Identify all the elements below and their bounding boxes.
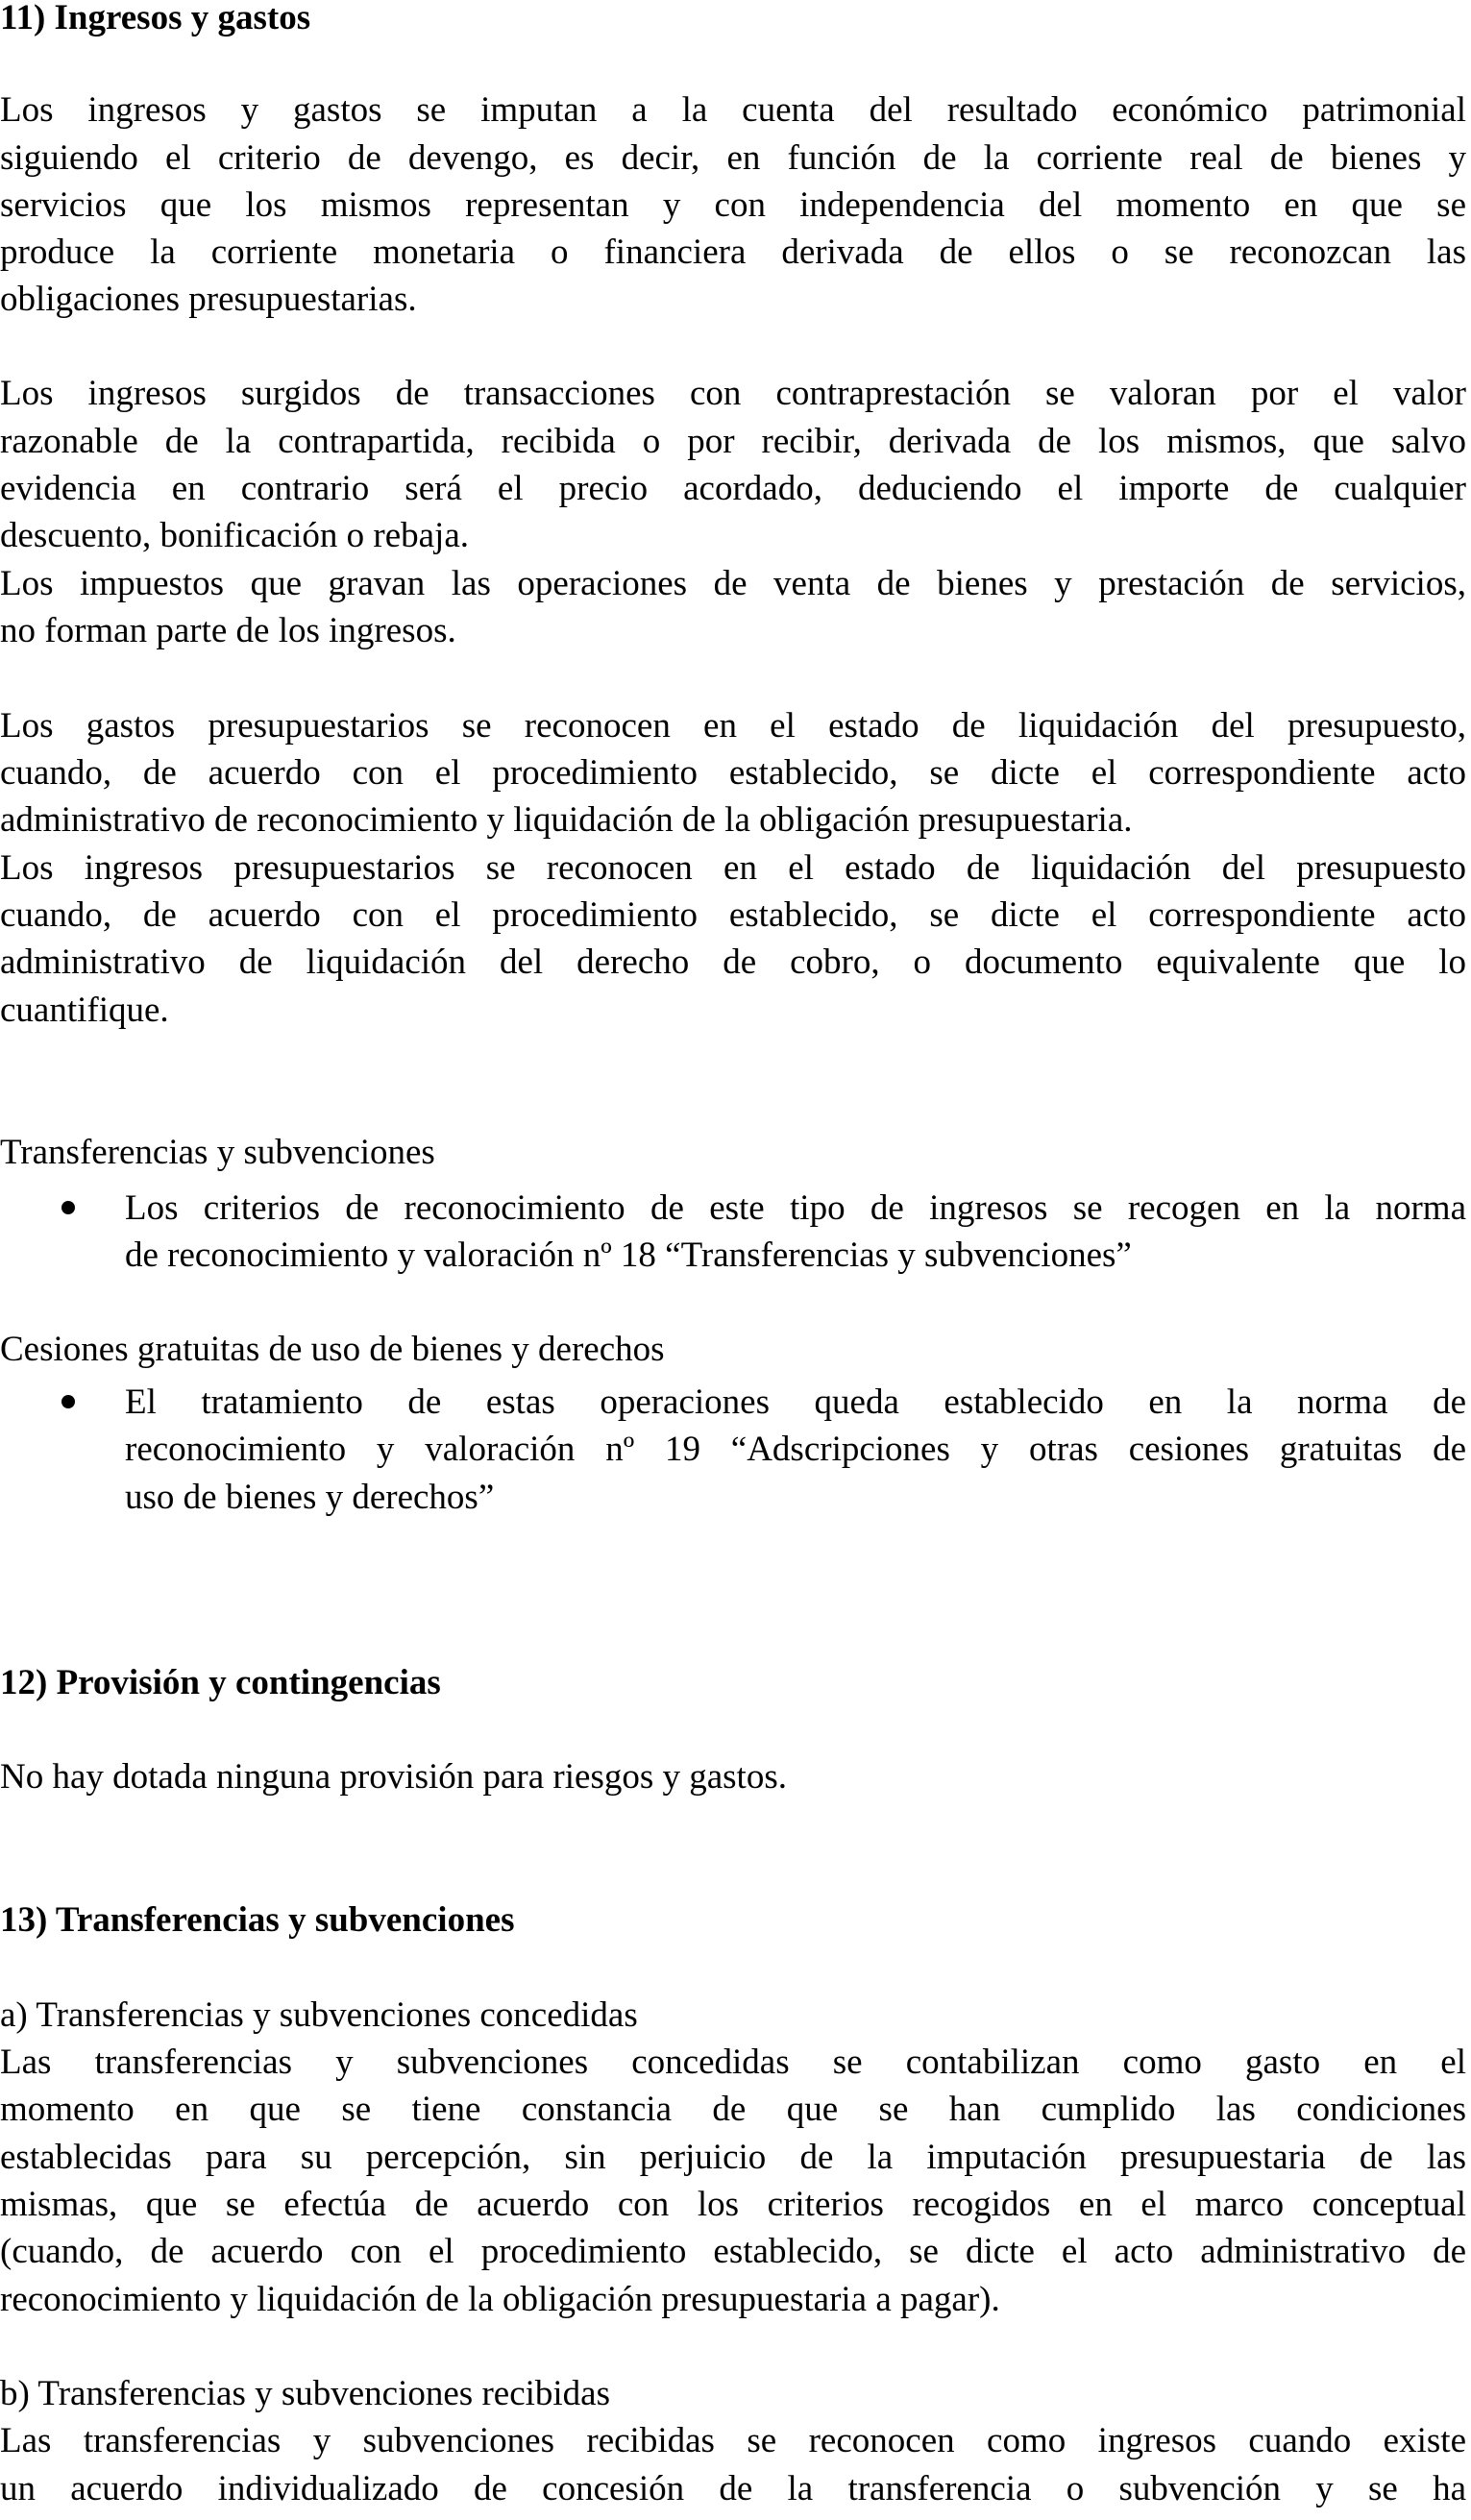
text-line: descuento, bonificación o rebaja. xyxy=(0,516,469,555)
provision-text: No hay dotada ninguna provisión para riesgos y gastos. xyxy=(0,1757,787,1797)
section-12-title: 12) Provisión y contingencias xyxy=(0,1663,441,1702)
section-11-title: 11) Ingresos y gastos xyxy=(0,0,311,37)
subsection-cesiones-title: Cesiones gratuitas de uso de bienes y derechos xyxy=(0,1330,665,1369)
subsection-b-title: b) Transferencias y subvenciones recibidas xyxy=(0,2374,610,2413)
text-line: Los ingresos y gastos se imputan a la cuenta del resultado económico patrimonial xyxy=(0,90,1466,130)
text-line: administrativo de reconocimiento y liquidación de la obligación presupuestaria. xyxy=(0,800,1133,840)
text-line: Las transferencias y subvenciones recibidas se reconocen como ingresos cuando existe xyxy=(0,2421,1466,2460)
text-line: un acuerdo individualizado de concesión de la transferencia o subvención y se ha xyxy=(0,2469,1466,2508)
text-line: Las transferencias y subvenciones concedidas se contabilizan como gasto en el xyxy=(0,2043,1466,2082)
bullet-icon xyxy=(61,1395,75,1408)
text-line: (cuando, de acuerdo con el procedimiento establecido, se dicte el acto administrativo de xyxy=(0,2232,1466,2271)
text-line: produce la corriente monetaria o financiera derivada de ellos o se reconozcan las xyxy=(0,232,1466,272)
subsection-transferencias-title: Transferencias y subvenciones xyxy=(0,1133,435,1172)
text-line: uso de bienes y derechos” xyxy=(125,1478,495,1517)
text-line: Los gastos presupuestarios se reconocen en el estado de liquidación del presupuesto, xyxy=(0,706,1466,746)
text-line: Los ingresos presupuestarios se reconocen en el estado de liquidación del presupuesto xyxy=(0,848,1466,888)
text-line: razonable de la contrapartida, recibida o por recibir, derivada de los mismos, que salvo xyxy=(0,422,1466,461)
subsection-a-title: a) Transferencias y subvenciones concedidas xyxy=(0,1995,638,2035)
text-line: establecidas para su percepción, sin perjuicio de la imputación presupuestaria de las xyxy=(0,2138,1466,2177)
bullet-icon xyxy=(61,1201,75,1214)
text-line: evidencia en contrario será el precio acordado, deduciendo el importe de cualquier xyxy=(0,469,1466,508)
text-line: reconocimiento y valoración nº 19 “Adscripciones y otras cesiones gratuitas de xyxy=(125,1430,1466,1469)
text-line: Los criterios de reconocimiento de este tipo de ingresos se recogen en la norma xyxy=(125,1188,1466,1228)
text-line: Los ingresos surgidos de transacciones con contraprestación se valoran por el valor xyxy=(0,374,1466,413)
text-line: Los impuestos que gravan las operaciones de venta de bienes y prestación de servicios, xyxy=(0,564,1466,603)
text-line: administrativo de liquidación del derecho de cobro, o documento equivalente que lo xyxy=(0,942,1466,982)
text-line: siguiendo el criterio de devengo, es decir, en función de la corriente real de bienes y xyxy=(0,138,1466,178)
text-line: no forman parte de los ingresos. xyxy=(0,611,456,650)
text-line: mismas, que se efectúa de acuerdo con los criterios recogidos en el marco conceptual xyxy=(0,2185,1466,2224)
text-line: cuando, de acuerdo con el procedimiento establecido, se dicte el correspondiente acto xyxy=(0,753,1466,793)
section-13-title: 13) Transferencias y subvenciones xyxy=(0,1900,515,1940)
text-line: de reconocimiento y valoración nº 18 “Transferencias y subvenciones” xyxy=(125,1236,1132,1275)
text-line: El tratamiento de estas operaciones queda establecido en la norma de xyxy=(125,1382,1466,1422)
text-line: momento en que se tiene constancia de que se han cumplido las condiciones xyxy=(0,2090,1466,2129)
text-line: cuantifique. xyxy=(0,991,169,1030)
text-line: reconocimiento y liquidación de la obligación presupuestaria a pagar). xyxy=(0,2280,1000,2319)
text-line: cuando, de acuerdo con el procedimiento establecido, se dicte el correspondiente acto xyxy=(0,895,1466,935)
text-line: servicios que los mismos representan y con independencia del momento en que se xyxy=(0,185,1466,225)
text-line: obligaciones presupuestarias. xyxy=(0,280,417,319)
